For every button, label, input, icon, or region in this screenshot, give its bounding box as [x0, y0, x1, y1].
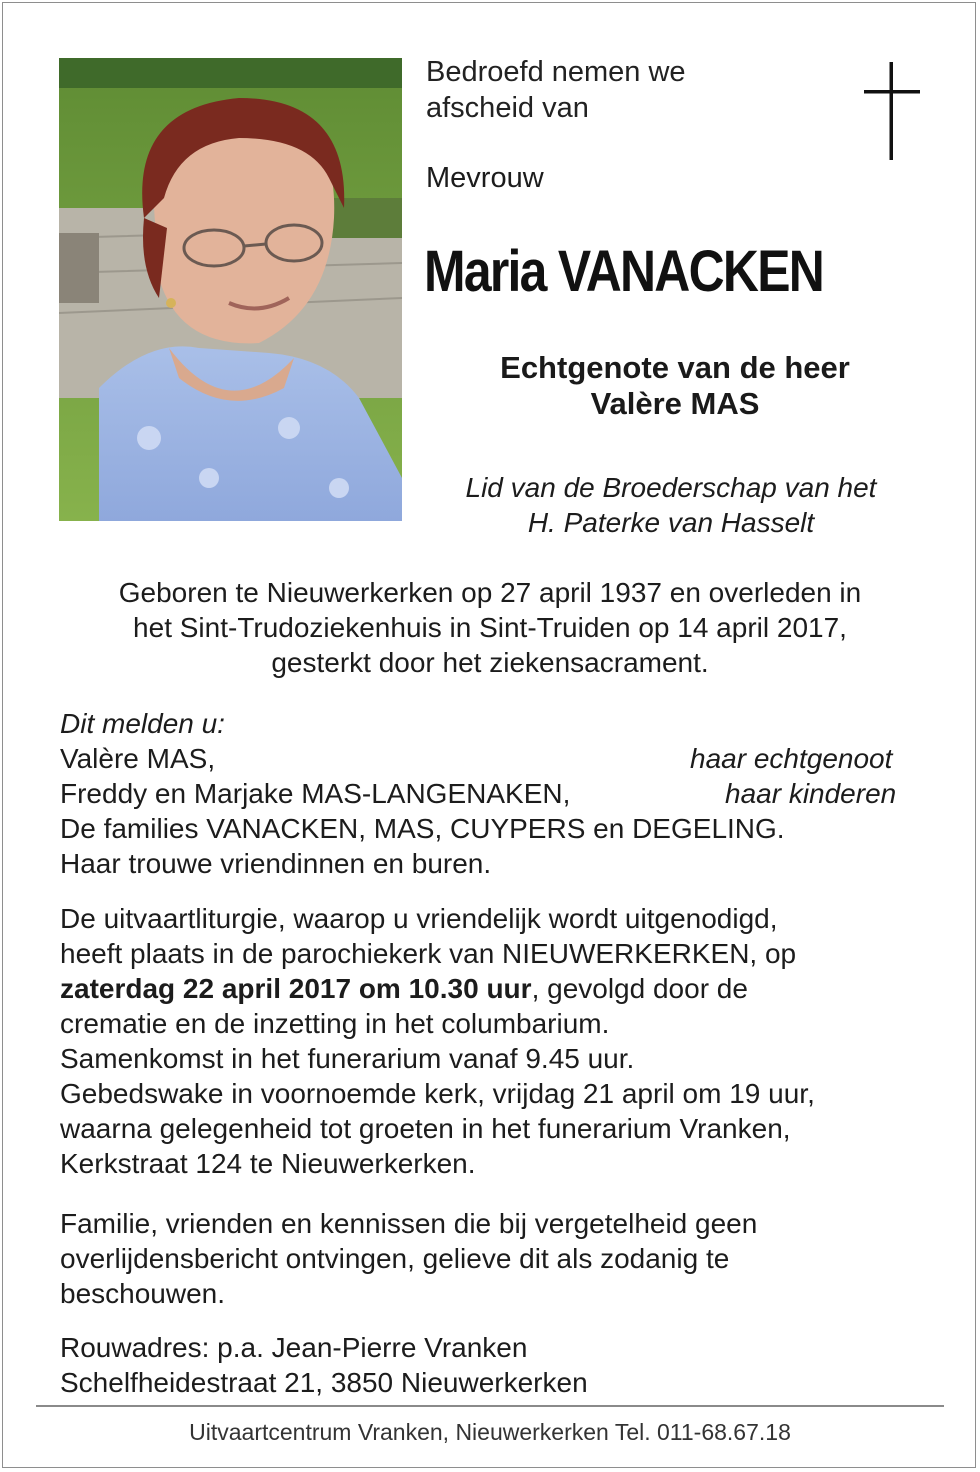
- deceased-name: Maria VANACKEN: [424, 239, 824, 304]
- funeral-line: waarna gelegenheid tot groeten in het funerarium Vranken,: [60, 1113, 791, 1144]
- spouse-block: [430, 350, 920, 422]
- notice-line: Familie, vrienden en kennissen die bij vergetelheid geen: [60, 1208, 758, 1239]
- spouse-name: Valère MAS: [590, 386, 760, 421]
- notify-block: [60, 706, 920, 881]
- notify-name: Valère MAS,: [60, 743, 216, 774]
- birth-line: Geboren te Nieuwerkerken op 27 april 1937 en overleden in: [118, 577, 862, 608]
- funeral-block: [60, 901, 920, 1181]
- funeral-line: crematie en de inzetting in het columbarium.: [60, 1008, 610, 1039]
- notify-friends: Haar trouwe vriendinnen en buren.: [60, 848, 492, 879]
- footer-divider: [36, 1405, 944, 1407]
- notice-line: beschouwen.: [60, 1278, 226, 1309]
- funeral-line: heeft plaats in de parochiekerk van NIEUWERKERKEN, op: [60, 938, 797, 969]
- membership-line: H. Paterke van Hasselt: [527, 507, 815, 538]
- notify-row: [60, 776, 920, 811]
- spouse-line: Echtgenote van de heer: [500, 350, 850, 385]
- funeral-line: Kerkstraat 124 te Nieuwerkerken.: [60, 1148, 476, 1179]
- funeral-line: Samenkomst in het funerarium vanaf 9.45 uur.: [60, 1043, 635, 1074]
- funeral-line-rest: , gevolgd door de: [531, 973, 748, 1004]
- notify-relation: haar echtgenoot: [690, 743, 893, 774]
- notice-line: overlijdensbericht ontvingen, gelieve dit als zodanig te: [60, 1243, 730, 1274]
- notify-row: [60, 741, 920, 776]
- birth-line: het Sint-Trudoziekenhuis in Sint-Truiden op 14 april 2017,: [133, 612, 847, 643]
- notify-families: De families VANACKEN, MAS, CUYPERS en DEGELING.: [60, 813, 785, 844]
- cross-icon: [862, 62, 922, 160]
- funeral-date: zaterdag 22 april 2017 om 10.30 uur: [60, 973, 532, 1004]
- membership-line: Lid van de Broederschap van het: [465, 472, 877, 503]
- intro-text: [426, 54, 686, 126]
- salutation: Mevrouw: [426, 162, 544, 194]
- intro-line: afscheid van: [426, 92, 589, 124]
- notice-block: [60, 1206, 920, 1311]
- address-line: Schelfheidestraat 21, 3850 Nieuwerkerken: [60, 1367, 588, 1398]
- funeral-line: De uitvaartliturgie, waarop u vriendelijk wordt uitgenodigd,: [60, 903, 778, 934]
- membership-block: [416, 470, 926, 540]
- birth-death-block: [40, 575, 940, 680]
- notify-heading: Dit melden u:: [60, 708, 225, 739]
- funeral-line: [60, 971, 920, 1006]
- birth-line: gesterkt door het ziekensacrament.: [271, 647, 709, 678]
- notify-relation: haar kinderen: [725, 778, 897, 809]
- funeral-line: Gebedswake in voornoemde kerk, vrijdag 21 april om 19 uur,: [60, 1078, 815, 1109]
- footer-text: Uitvaartcentrum Vranken, Nieuwerkerken Tel. 011-68.67.18: [189, 1419, 791, 1445]
- address-line: Rouwadres: p.a. Jean-Pierre Vranken: [60, 1332, 528, 1363]
- address-block: [60, 1330, 920, 1400]
- portrait-photo: [59, 58, 402, 521]
- intro-line: Bedroefd nemen we: [426, 56, 686, 88]
- notify-name: Freddy en Marjake MAS-LANGENAKEN,: [60, 778, 571, 809]
